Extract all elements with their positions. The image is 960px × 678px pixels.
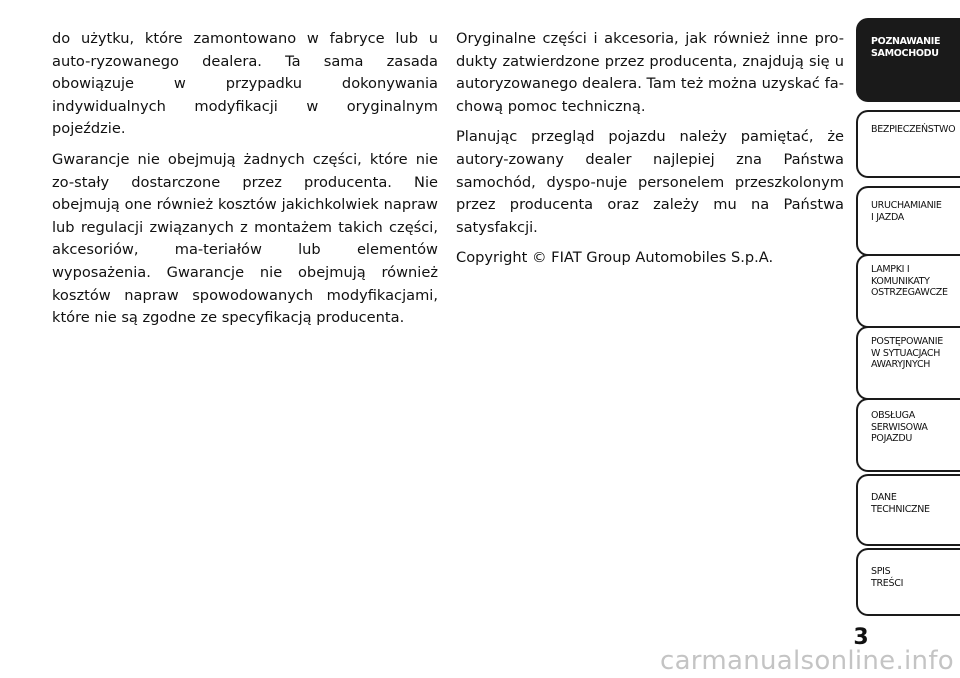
tab-label: LAMPKI I KOMUNIKATY OSTRZEGAWCZE xyxy=(871,264,948,298)
tab-obsluga-serwisowa[interactable] xyxy=(856,398,960,472)
tab-label: POZNAWANIE SAMOCHODU xyxy=(871,36,941,59)
left-paragraph-1: do użytku, które zamontowano w fabryce lub u auto-ryzowanego dealera. Ta sama zasada obowiązuje w przypadku dokonywania indywidualnych modyfikacji w oryginalnym pojeździe. xyxy=(52,30,438,138)
tab-spis-tresci[interactable] xyxy=(856,548,960,616)
tab-poznawanie-samochodu[interactable] xyxy=(856,18,960,102)
tab-lampki-i-komunikaty[interactable] xyxy=(856,254,960,328)
right-paragraph-1: Oryginalne części i akcesoria, jak również inne pro-dukty zatwierdzone przez producenta, znajdują się u autoryzowanego dealera. Tam też można uzyskać fa-chową pomoc techniczną. xyxy=(456,30,844,115)
copyright-text: Copyright © FIAT Group Automobiles S.p.A. xyxy=(456,249,774,267)
tab-label: URUCHAMIANIE I JAZDA xyxy=(871,200,942,223)
right-column xyxy=(456,28,844,278)
tab-postepowanie-awaryjne[interactable] xyxy=(856,326,960,400)
chapter-tabs xyxy=(856,0,960,678)
tab-dane-techniczne[interactable] xyxy=(856,474,960,546)
tab-label: POSTĘPOWANIE W SYTUACJACH AWARYJNYCH xyxy=(871,336,943,370)
tab-label: BEZPIECZEŃSTWO xyxy=(871,124,956,135)
left-column xyxy=(52,28,438,338)
tab-label: DANE TECHNICZNE xyxy=(871,492,930,515)
tab-label: SPIS TREŚCI xyxy=(871,566,904,589)
tab-uruchamianie-i-jazda[interactable] xyxy=(856,186,960,256)
watermark: carmanualsonline.info xyxy=(659,646,954,676)
page-number: 3 xyxy=(853,625,869,650)
tab-label: OBSŁUGA SERWISOWA POJAZDU xyxy=(871,410,928,444)
right-paragraph-2: Planując przegląd pojazdu należy pamiętać, że autory-zowany dealer najlepiej zna Państwa samochód, dyspo-nuje personelem przeszkolonym przez producenta oraz zależy mu na Państwa satysfakcji. xyxy=(456,128,844,236)
tab-bezpieczenstwo[interactable] xyxy=(856,110,960,178)
left-paragraph-2: Gwarancje nie obejmują żadnych części, które nie zo-stały dostarczone przez producenta. Nie obejmują one również kosztów jakichkolwiek napraw lub regulacji związanych z montażem takich części, akcesoriów, ma-teriałów lub elementów wyposażenia. Gwarancje nie obejmują również kosztów napraw spowodowanych modyfikacjami, które nie są zgodne ze specyfikacją producenta. xyxy=(52,150,438,327)
